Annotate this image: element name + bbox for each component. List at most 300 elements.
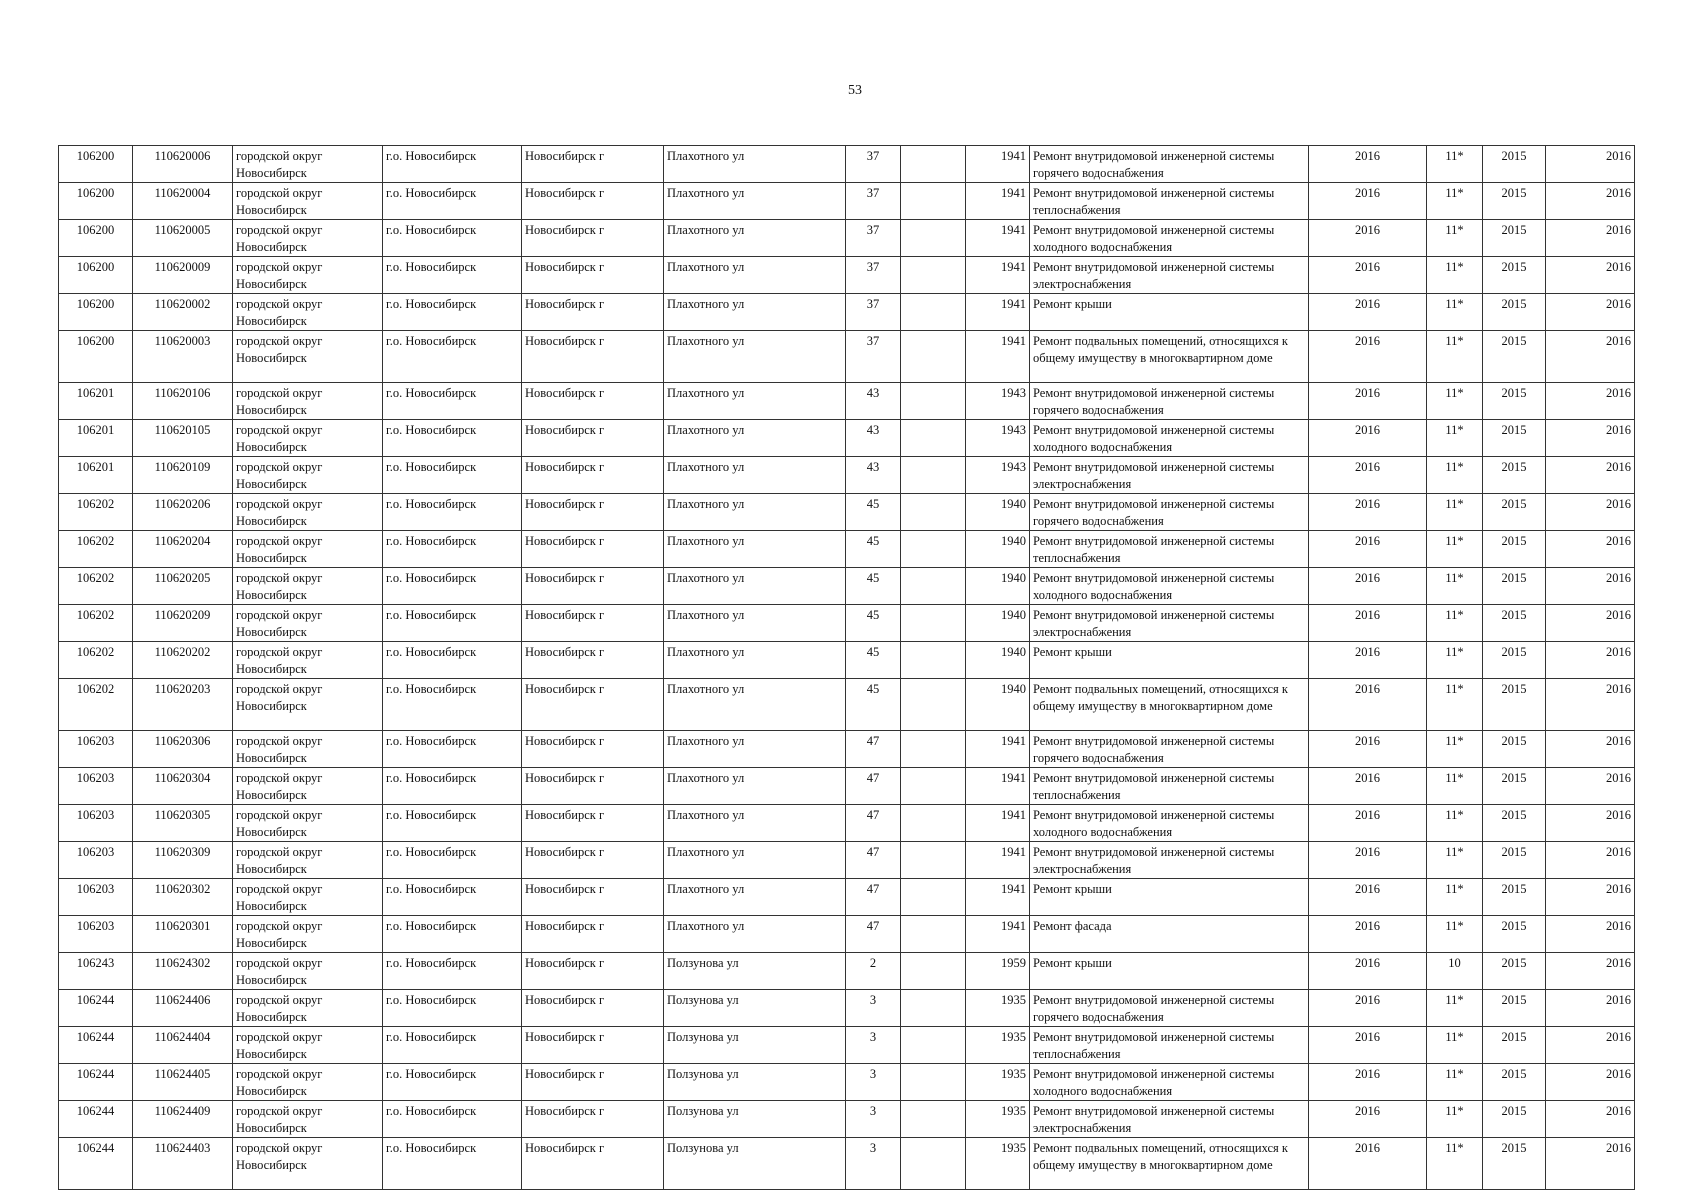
start-year-cell: 2015 xyxy=(1483,146,1546,183)
start-year-cell: 2015 xyxy=(1483,294,1546,331)
work-id-cell: 110620309 xyxy=(133,842,233,879)
wear-cell: 11* xyxy=(1427,568,1483,605)
street-cell: Плахотного ул xyxy=(664,494,846,531)
street-cell: Плахотного ул xyxy=(664,146,846,183)
house-id-cell: 106202 xyxy=(59,531,133,568)
construction-year-cell: 1941 xyxy=(966,220,1030,257)
house-number-cell: 43 xyxy=(846,420,901,457)
plan-year-cell: 2016 xyxy=(1309,383,1427,420)
wear-cell: 11* xyxy=(1427,642,1483,679)
work-type-cell: Ремонт внутридомовой инженерной системы горячего водоснабжения xyxy=(1030,146,1309,183)
house-number-cell: 47 xyxy=(846,768,901,805)
plan-year-cell: 2016 xyxy=(1309,679,1427,731)
house-number-cell: 45 xyxy=(846,642,901,679)
wear-cell: 11* xyxy=(1427,420,1483,457)
wear-cell: 11* xyxy=(1427,768,1483,805)
house-id-cell: 106244 xyxy=(59,1064,133,1101)
house-id-cell: 106200 xyxy=(59,257,133,294)
start-year-cell: 2015 xyxy=(1483,331,1546,383)
building-cell xyxy=(901,568,966,605)
locality-cell: Новосибирск г xyxy=(522,568,664,605)
house-id-cell: 106200 xyxy=(59,146,133,183)
plan-year-cell: 2016 xyxy=(1309,294,1427,331)
construction-year-cell: 1935 xyxy=(966,990,1030,1027)
table-row xyxy=(59,679,1635,731)
house-number-cell: 3 xyxy=(846,1101,901,1138)
wear-cell: 11* xyxy=(1427,457,1483,494)
locality-cell: Новосибирск г xyxy=(522,1101,664,1138)
building-cell xyxy=(901,294,966,331)
house-number-cell: 3 xyxy=(846,1064,901,1101)
locality-cell: Новосибирск г xyxy=(522,420,664,457)
wear-cell: 11* xyxy=(1427,879,1483,916)
end-year-cell: 2016 xyxy=(1546,531,1635,568)
municipal-district-cell: городской округ Новосибирск xyxy=(233,294,383,331)
building-cell xyxy=(901,1101,966,1138)
work-id-cell: 110620004 xyxy=(133,183,233,220)
municipal-district-cell: городской округ Новосибирск xyxy=(233,990,383,1027)
municipal-district-cell: городской округ Новосибирск xyxy=(233,605,383,642)
end-year-cell: 2016 xyxy=(1546,146,1635,183)
locality-cell: Новосибирск г xyxy=(522,768,664,805)
wear-cell: 11* xyxy=(1427,605,1483,642)
municipal-district-cell: городской округ Новосибирск xyxy=(233,257,383,294)
plan-year-cell: 2016 xyxy=(1309,494,1427,531)
end-year-cell: 2016 xyxy=(1546,1138,1635,1190)
plan-year-cell: 2016 xyxy=(1309,420,1427,457)
plan-year-cell: 2016 xyxy=(1309,805,1427,842)
work-id-cell: 110620002 xyxy=(133,294,233,331)
building-cell xyxy=(901,916,966,953)
building-cell xyxy=(901,383,966,420)
construction-year-cell: 1940 xyxy=(966,568,1030,605)
settlement-cell: г.о. Новосибирск xyxy=(383,1138,522,1190)
work-type-cell: Ремонт крыши xyxy=(1030,642,1309,679)
start-year-cell: 2015 xyxy=(1483,383,1546,420)
work-type-cell: Ремонт внутридомовой инженерной системы теплоснабжения xyxy=(1030,768,1309,805)
house-number-cell: 43 xyxy=(846,457,901,494)
end-year-cell: 2016 xyxy=(1546,568,1635,605)
plan-year-cell: 2016 xyxy=(1309,568,1427,605)
street-cell: Ползунова ул xyxy=(664,1138,846,1190)
locality-cell: Новосибирск г xyxy=(522,731,664,768)
street-cell: Ползунова ул xyxy=(664,990,846,1027)
municipal-district-cell: городской округ Новосибирск xyxy=(233,1138,383,1190)
municipal-district-cell: городской округ Новосибирск xyxy=(233,916,383,953)
work-id-cell: 110620209 xyxy=(133,605,233,642)
table-row xyxy=(59,1064,1635,1101)
table-row xyxy=(59,916,1635,953)
start-year-cell: 2015 xyxy=(1483,531,1546,568)
end-year-cell: 2016 xyxy=(1546,731,1635,768)
work-id-cell: 110624405 xyxy=(133,1064,233,1101)
work-type-cell: Ремонт фасада xyxy=(1030,916,1309,953)
work-type-cell: Ремонт внутридомовой инженерной системы холодного водоснабжения xyxy=(1030,1064,1309,1101)
start-year-cell: 2015 xyxy=(1483,1138,1546,1190)
locality-cell: Новосибирск г xyxy=(522,642,664,679)
end-year-cell: 2016 xyxy=(1546,990,1635,1027)
municipal-district-cell: городской округ Новосибирск xyxy=(233,1027,383,1064)
table-row xyxy=(59,331,1635,383)
house-id-cell: 106203 xyxy=(59,879,133,916)
settlement-cell: г.о. Новосибирск xyxy=(383,990,522,1027)
street-cell: Плахотного ул xyxy=(664,220,846,257)
end-year-cell: 2016 xyxy=(1546,494,1635,531)
construction-year-cell: 1940 xyxy=(966,494,1030,531)
building-cell xyxy=(901,679,966,731)
plan-year-cell: 2016 xyxy=(1309,605,1427,642)
construction-year-cell: 1935 xyxy=(966,1138,1030,1190)
municipal-district-cell: городской округ Новосибирск xyxy=(233,842,383,879)
municipal-district-cell: городской округ Новосибирск xyxy=(233,531,383,568)
plan-year-cell: 2016 xyxy=(1309,642,1427,679)
house-number-cell: 37 xyxy=(846,146,901,183)
plan-year-cell: 2016 xyxy=(1309,916,1427,953)
work-id-cell: 110620006 xyxy=(133,146,233,183)
work-id-cell: 110620302 xyxy=(133,879,233,916)
locality-cell: Новосибирск г xyxy=(522,1027,664,1064)
municipal-district-cell: городской округ Новосибирск xyxy=(233,331,383,383)
settlement-cell: г.о. Новосибирск xyxy=(383,146,522,183)
wear-cell: 11* xyxy=(1427,494,1483,531)
settlement-cell: г.о. Новосибирск xyxy=(383,731,522,768)
municipal-district-cell: городской округ Новосибирск xyxy=(233,420,383,457)
street-cell: Плахотного ул xyxy=(664,805,846,842)
street-cell: Плахотного ул xyxy=(664,568,846,605)
house-id-cell: 106244 xyxy=(59,1027,133,1064)
wear-cell: 11* xyxy=(1427,679,1483,731)
building-cell xyxy=(901,605,966,642)
building-cell xyxy=(901,768,966,805)
settlement-cell: г.о. Новосибирск xyxy=(383,383,522,420)
work-type-cell: Ремонт внутридомовой инженерной системы горячего водоснабжения xyxy=(1030,990,1309,1027)
plan-year-cell: 2016 xyxy=(1309,879,1427,916)
plan-year-cell: 2016 xyxy=(1309,1064,1427,1101)
house-id-cell: 106202 xyxy=(59,605,133,642)
plan-year-cell: 2016 xyxy=(1309,1027,1427,1064)
wear-cell: 11* xyxy=(1427,294,1483,331)
street-cell: Плахотного ул xyxy=(664,183,846,220)
wear-cell: 11* xyxy=(1427,257,1483,294)
table-row xyxy=(59,146,1635,183)
locality-cell: Новосибирск г xyxy=(522,805,664,842)
table-body xyxy=(59,146,1635,1190)
house-number-cell: 47 xyxy=(846,805,901,842)
work-type-cell: Ремонт внутридомовой инженерной системы теплоснабжения xyxy=(1030,1027,1309,1064)
house-number-cell: 45 xyxy=(846,531,901,568)
work-id-cell: 110620106 xyxy=(133,383,233,420)
work-id-cell: 110620205 xyxy=(133,568,233,605)
house-id-cell: 106244 xyxy=(59,990,133,1027)
building-cell xyxy=(901,220,966,257)
start-year-cell: 2015 xyxy=(1483,731,1546,768)
end-year-cell: 2016 xyxy=(1546,183,1635,220)
locality-cell: Новосибирск г xyxy=(522,494,664,531)
building-cell xyxy=(901,420,966,457)
start-year-cell: 2015 xyxy=(1483,1064,1546,1101)
street-cell: Плахотного ул xyxy=(664,331,846,383)
building-cell xyxy=(901,953,966,990)
construction-year-cell: 1941 xyxy=(966,183,1030,220)
house-id-cell: 106201 xyxy=(59,457,133,494)
locality-cell: Новосибирск г xyxy=(522,457,664,494)
table-row xyxy=(59,220,1635,257)
repair-register-table xyxy=(58,145,1635,1190)
work-id-cell: 110620203 xyxy=(133,679,233,731)
house-number-cell: 3 xyxy=(846,1027,901,1064)
wear-cell: 11* xyxy=(1427,842,1483,879)
table-row xyxy=(59,531,1635,568)
house-id-cell: 106243 xyxy=(59,953,133,990)
house-id-cell: 106202 xyxy=(59,568,133,605)
building-cell xyxy=(901,805,966,842)
settlement-cell: г.о. Новосибирск xyxy=(383,916,522,953)
construction-year-cell: 1943 xyxy=(966,383,1030,420)
street-cell: Ползунова ул xyxy=(664,1064,846,1101)
street-cell: Плахотного ул xyxy=(664,642,846,679)
street-cell: Плахотного ул xyxy=(664,257,846,294)
end-year-cell: 2016 xyxy=(1546,420,1635,457)
table-row xyxy=(59,1101,1635,1138)
house-number-cell: 37 xyxy=(846,294,901,331)
building-cell xyxy=(901,731,966,768)
house-id-cell: 106200 xyxy=(59,183,133,220)
end-year-cell: 2016 xyxy=(1546,457,1635,494)
street-cell: Ползунова ул xyxy=(664,953,846,990)
house-id-cell: 106244 xyxy=(59,1101,133,1138)
locality-cell: Новосибирск г xyxy=(522,220,664,257)
building-cell xyxy=(901,990,966,1027)
house-id-cell: 106203 xyxy=(59,731,133,768)
wear-cell: 11* xyxy=(1427,916,1483,953)
start-year-cell: 2015 xyxy=(1483,642,1546,679)
construction-year-cell: 1935 xyxy=(966,1101,1030,1138)
plan-year-cell: 2016 xyxy=(1309,842,1427,879)
work-type-cell: Ремонт подвальных помещений, относящихся к общему имуществу в многоквартирном доме xyxy=(1030,331,1309,383)
plan-year-cell: 2016 xyxy=(1309,1101,1427,1138)
building-cell xyxy=(901,1064,966,1101)
construction-year-cell: 1941 xyxy=(966,842,1030,879)
work-type-cell: Ремонт внутридомовой инженерной системы теплоснабжения xyxy=(1030,531,1309,568)
house-number-cell: 3 xyxy=(846,1138,901,1190)
settlement-cell: г.о. Новосибирск xyxy=(383,568,522,605)
municipal-district-cell: городской округ Новосибирск xyxy=(233,183,383,220)
house-id-cell: 106203 xyxy=(59,768,133,805)
table-row xyxy=(59,183,1635,220)
building-cell xyxy=(901,494,966,531)
house-id-cell: 106203 xyxy=(59,916,133,953)
settlement-cell: г.о. Новосибирск xyxy=(383,605,522,642)
locality-cell: Новосибирск г xyxy=(522,383,664,420)
house-id-cell: 106201 xyxy=(59,420,133,457)
construction-year-cell: 1941 xyxy=(966,805,1030,842)
wear-cell: 11* xyxy=(1427,731,1483,768)
construction-year-cell: 1940 xyxy=(966,605,1030,642)
wear-cell: 11* xyxy=(1427,220,1483,257)
table-row xyxy=(59,257,1635,294)
work-id-cell: 110620105 xyxy=(133,420,233,457)
construction-year-cell: 1940 xyxy=(966,679,1030,731)
settlement-cell: г.о. Новосибирск xyxy=(383,642,522,679)
start-year-cell: 2015 xyxy=(1483,605,1546,642)
municipal-district-cell: городской округ Новосибирск xyxy=(233,1064,383,1101)
street-cell: Ползунова ул xyxy=(664,1101,846,1138)
construction-year-cell: 1941 xyxy=(966,768,1030,805)
settlement-cell: г.о. Новосибирск xyxy=(383,457,522,494)
house-number-cell: 2 xyxy=(846,953,901,990)
locality-cell: Новосибирск г xyxy=(522,257,664,294)
work-id-cell: 110624403 xyxy=(133,1138,233,1190)
house-number-cell: 37 xyxy=(846,257,901,294)
locality-cell: Новосибирск г xyxy=(522,953,664,990)
settlement-cell: г.о. Новосибирск xyxy=(383,331,522,383)
plan-year-cell: 2016 xyxy=(1309,220,1427,257)
house-id-cell: 106203 xyxy=(59,842,133,879)
locality-cell: Новосибирск г xyxy=(522,331,664,383)
settlement-cell: г.о. Новосибирск xyxy=(383,531,522,568)
building-cell xyxy=(901,183,966,220)
wear-cell: 11* xyxy=(1427,1101,1483,1138)
settlement-cell: г.о. Новосибирск xyxy=(383,842,522,879)
work-id-cell: 110620204 xyxy=(133,531,233,568)
work-id-cell: 110620109 xyxy=(133,457,233,494)
construction-year-cell: 1943 xyxy=(966,420,1030,457)
house-id-cell: 106202 xyxy=(59,642,133,679)
wear-cell: 11* xyxy=(1427,183,1483,220)
municipal-district-cell: городской округ Новосибирск xyxy=(233,1101,383,1138)
start-year-cell: 2015 xyxy=(1483,1027,1546,1064)
start-year-cell: 2015 xyxy=(1483,1101,1546,1138)
building-cell xyxy=(901,531,966,568)
start-year-cell: 2015 xyxy=(1483,420,1546,457)
locality-cell: Новосибирск г xyxy=(522,916,664,953)
municipal-district-cell: городской округ Новосибирск xyxy=(233,642,383,679)
work-type-cell: Ремонт крыши xyxy=(1030,953,1309,990)
work-id-cell: 110620206 xyxy=(133,494,233,531)
table-row xyxy=(59,768,1635,805)
construction-year-cell: 1941 xyxy=(966,916,1030,953)
work-id-cell: 110620301 xyxy=(133,916,233,953)
house-number-cell: 37 xyxy=(846,220,901,257)
start-year-cell: 2015 xyxy=(1483,220,1546,257)
work-type-cell: Ремонт внутридомовой инженерной системы горячего водоснабжения xyxy=(1030,731,1309,768)
start-year-cell: 2015 xyxy=(1483,257,1546,294)
end-year-cell: 2016 xyxy=(1546,879,1635,916)
end-year-cell: 2016 xyxy=(1546,294,1635,331)
end-year-cell: 2016 xyxy=(1546,842,1635,879)
start-year-cell: 2015 xyxy=(1483,494,1546,531)
house-id-cell: 106200 xyxy=(59,220,133,257)
end-year-cell: 2016 xyxy=(1546,805,1635,842)
wear-cell: 11* xyxy=(1427,1138,1483,1190)
end-year-cell: 2016 xyxy=(1546,1027,1635,1064)
end-year-cell: 2016 xyxy=(1546,1064,1635,1101)
street-cell: Плахотного ул xyxy=(664,916,846,953)
work-type-cell: Ремонт внутридомовой инженерной системы холодного водоснабжения xyxy=(1030,220,1309,257)
table-row xyxy=(59,568,1635,605)
house-id-cell: 106202 xyxy=(59,494,133,531)
wear-cell: 11* xyxy=(1427,531,1483,568)
start-year-cell: 2015 xyxy=(1483,768,1546,805)
house-number-cell: 45 xyxy=(846,568,901,605)
plan-year-cell: 2016 xyxy=(1309,457,1427,494)
end-year-cell: 2016 xyxy=(1546,1101,1635,1138)
settlement-cell: г.о. Новосибирск xyxy=(383,1027,522,1064)
table-row xyxy=(59,383,1635,420)
work-type-cell: Ремонт внутридомовой инженерной системы холодного водоснабжения xyxy=(1030,568,1309,605)
work-type-cell: Ремонт внутридомовой инженерной системы электроснабжения xyxy=(1030,457,1309,494)
settlement-cell: г.о. Новосибирск xyxy=(383,220,522,257)
construction-year-cell: 1940 xyxy=(966,531,1030,568)
plan-year-cell: 2016 xyxy=(1309,331,1427,383)
table-row xyxy=(59,294,1635,331)
plan-year-cell: 2016 xyxy=(1309,990,1427,1027)
table-row xyxy=(59,420,1635,457)
start-year-cell: 2015 xyxy=(1483,457,1546,494)
construction-year-cell: 1959 xyxy=(966,953,1030,990)
building-cell xyxy=(901,257,966,294)
locality-cell: Новосибирск г xyxy=(522,679,664,731)
work-type-cell: Ремонт внутридомовой инженерной системы горячего водоснабжения xyxy=(1030,383,1309,420)
start-year-cell: 2015 xyxy=(1483,679,1546,731)
work-type-cell: Ремонт внутридомовой инженерной системы холодного водоснабжения xyxy=(1030,420,1309,457)
table-row xyxy=(59,642,1635,679)
work-type-cell: Ремонт внутридомовой инженерной системы электроснабжения xyxy=(1030,605,1309,642)
settlement-cell: г.о. Новосибирск xyxy=(383,420,522,457)
wear-cell: 11* xyxy=(1427,331,1483,383)
table-row xyxy=(59,879,1635,916)
street-cell: Плахотного ул xyxy=(664,768,846,805)
municipal-district-cell: городской округ Новосибирск xyxy=(233,457,383,494)
locality-cell: Новосибирск г xyxy=(522,1138,664,1190)
settlement-cell: г.о. Новосибирск xyxy=(383,183,522,220)
building-cell xyxy=(901,457,966,494)
building-cell xyxy=(901,642,966,679)
construction-year-cell: 1941 xyxy=(966,331,1030,383)
settlement-cell: г.о. Новосибирск xyxy=(383,294,522,331)
wear-cell: 11* xyxy=(1427,1064,1483,1101)
settlement-cell: г.о. Новосибирск xyxy=(383,1064,522,1101)
start-year-cell: 2015 xyxy=(1483,953,1546,990)
settlement-cell: г.о. Новосибирск xyxy=(383,768,522,805)
locality-cell: Новосибирск г xyxy=(522,294,664,331)
house-number-cell: 37 xyxy=(846,331,901,383)
settlement-cell: г.о. Новосибирск xyxy=(383,953,522,990)
house-id-cell: 106201 xyxy=(59,383,133,420)
street-cell: Ползунова ул xyxy=(664,1027,846,1064)
start-year-cell: 2015 xyxy=(1483,805,1546,842)
work-id-cell: 110620003 xyxy=(133,331,233,383)
plan-year-cell: 2016 xyxy=(1309,953,1427,990)
table-row xyxy=(59,990,1635,1027)
table-row xyxy=(59,605,1635,642)
page-number: 53 xyxy=(848,83,862,98)
construction-year-cell: 1941 xyxy=(966,731,1030,768)
street-cell: Плахотного ул xyxy=(664,842,846,879)
plan-year-cell: 2016 xyxy=(1309,257,1427,294)
building-cell xyxy=(901,1027,966,1064)
construction-year-cell: 1941 xyxy=(966,257,1030,294)
construction-year-cell: 1943 xyxy=(966,457,1030,494)
end-year-cell: 2016 xyxy=(1546,642,1635,679)
start-year-cell: 2015 xyxy=(1483,842,1546,879)
work-type-cell: Ремонт подвальных помещений, относящихся к общему имуществу в многоквартирном доме xyxy=(1030,679,1309,731)
work-type-cell: Ремонт внутридомовой инженерной системы горячего водоснабжения xyxy=(1030,494,1309,531)
locality-cell: Новосибирск г xyxy=(522,183,664,220)
locality-cell: Новосибирск г xyxy=(522,879,664,916)
table-row xyxy=(59,1138,1635,1190)
work-type-cell: Ремонт внутридомовой инженерной системы электроснабжения xyxy=(1030,257,1309,294)
